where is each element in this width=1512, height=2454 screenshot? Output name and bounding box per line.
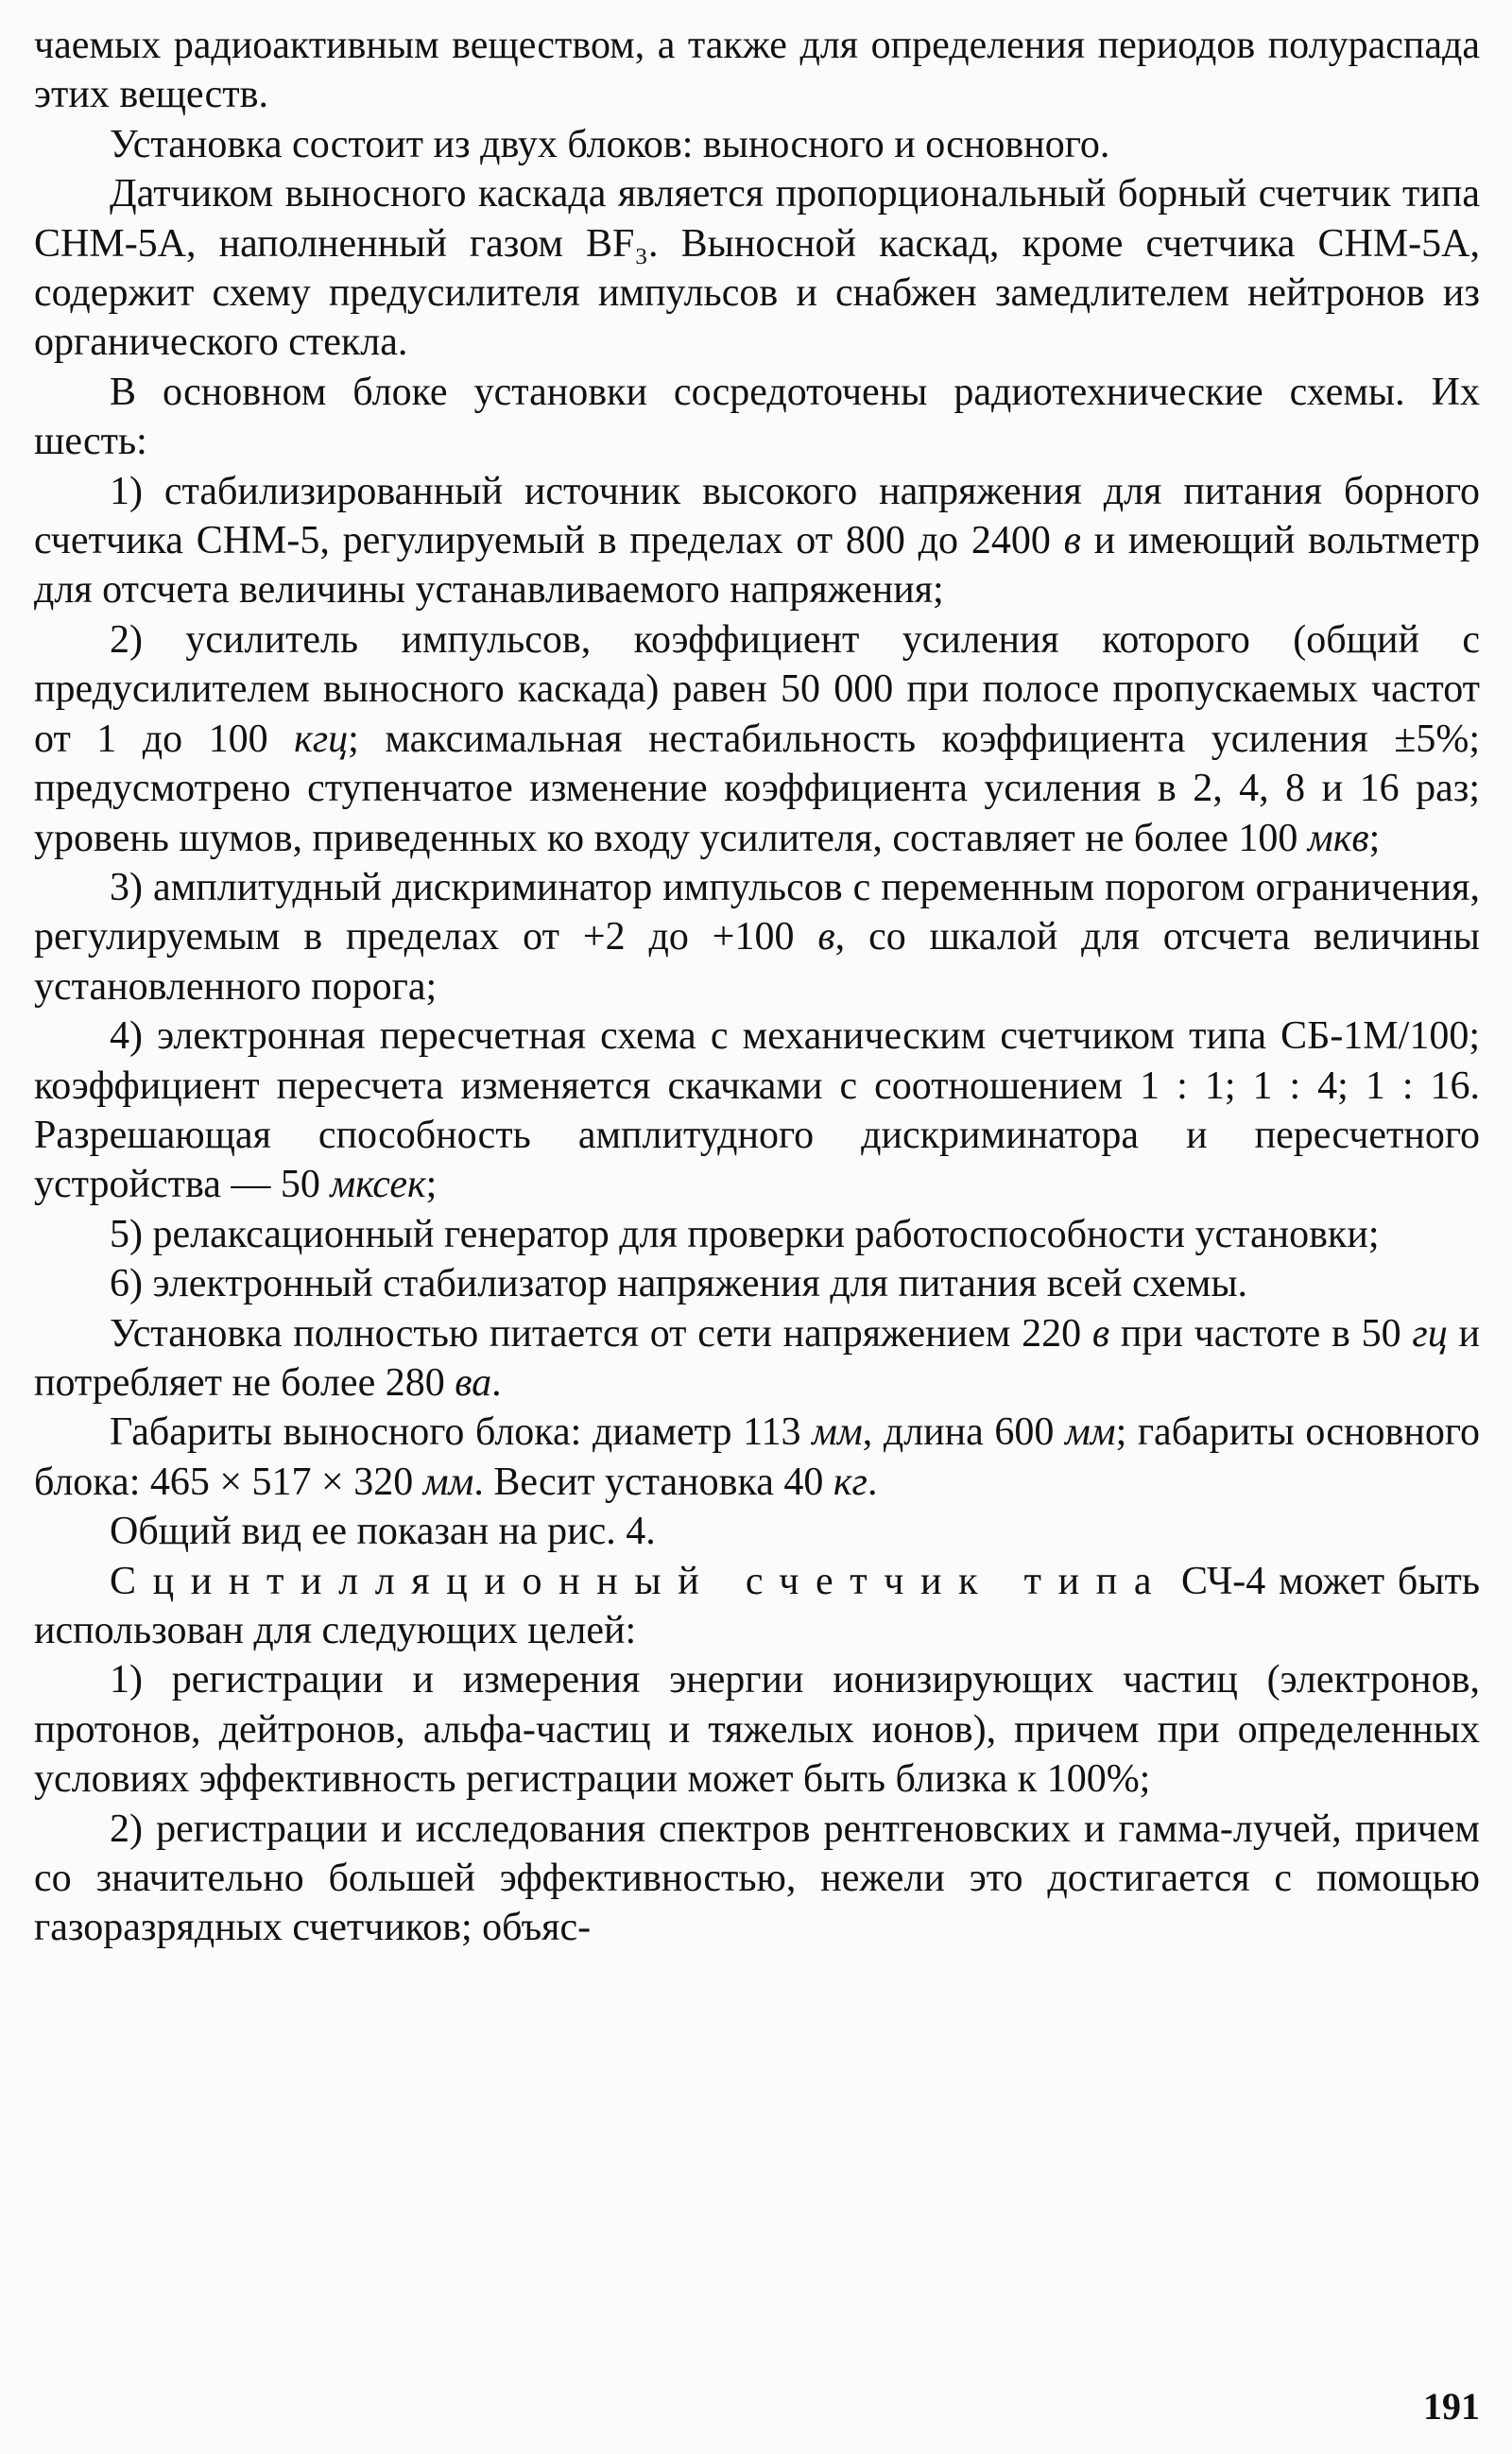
paragraph: Установка полностью питается от сети напряжением 220 в при частоте в 50 гц и потребляет не более 280 ва.	[34, 1311, 1480, 1405]
paragraph: Сцинтилляционный счетчик типа СЧ-4 может быть использован для следующих целей:	[34, 1559, 1481, 1652]
list-item: 3) амплитудный дискриминатор импульсов с переменным порогом ограничения, регулируемым в пределах от +2 до +100 в, со шкалой для отсчета величины установленного порога;	[34, 865, 1480, 1009]
paragraph: чаемых радиоактивным веществом, а также для определения периодов полураспада этих веществ.	[34, 24, 1480, 117]
page-number: 191	[1423, 2385, 1480, 2428]
list-item: 4) электронная пересчетная схема с механическим счетчиком типа СБ-1М/100; коэффициент пересчета изменяется скачками с соотношением 1 : 1; 1 : 4; 1 : 16. Разрешающая способность амплитудного дискриминатора и пересчетного устройства — 50 мксек;	[34, 1014, 1480, 1207]
paragraph: Датчиком выносного каскада является пропорциональный борный счетчик типа СНМ-5А, наполненный газом BF₃. Выносной каскад, кроме счетчика СНМ-5А, содержит схему предусилителя импульсов и снабжен замедлителем нейтронов из органического стекла.	[34, 172, 1480, 365]
paragraph: В основном блоке установки сосредоточены радиотехнические схемы. Их шесть:	[34, 370, 1480, 464]
list-item: 1) стабилизированный источник высокого напряжения для питания борного счетчика СНМ-5, регулируемый в пределах от 800 до 2400 в и имеющий вольтметр для отсчета величины устанавливаемого напряжения;	[34, 469, 1480, 613]
list-item: 5) релаксационный генератор для проверки работоспособности установки;	[110, 1212, 1380, 1256]
paragraph: Габариты выносного блока: диаметр 113 мм, длина 600 мм; габариты основного блока: 465 × 517 × 320 мм. Весит установка 40 кг.	[34, 1410, 1480, 1504]
list-item: 2) усилитель импульсов, коэффициент усиления которого (общий с предусилителем выносного каскада) равен 50 000 при полосе пропускаемых частот от 1 до 100 кгц; максимальная нестабильность коэффициента усиления ±5%; предусмотрено ступенчатое изменение коэффициента усиления в 2, 4, 8 и 16 раз; уровень шумов, приведенных ко входу усилителя, составляет не более 100 мкв;	[34, 617, 1480, 860]
list-item: 6) электронный стабилизатор напряжения для питания всей схемы.	[110, 1262, 1248, 1306]
page-text	[34, 21, 1480, 1953]
paragraph: Установка состоит из двух блоков: выносного и основного.	[110, 122, 1110, 166]
paragraph: Общий вид ее показан на рис. 4.	[110, 1510, 656, 1554]
list-item: 1) регистрации и измерения энергии ионизирующих частиц (электронов, протонов, дейтронов, альфа-частиц и тяжелых ионов), причем при определенных условиях эффективность регистрации может быть близка к 100%;	[34, 1658, 1480, 1802]
list-item: 2) регистрации и исследования спектров рентгеновских и гамма-лучей, причем со значительно большей эффективностью, нежели это достигается с помощью газоразрядных счетчиков; объяс-	[34, 1806, 1480, 1950]
